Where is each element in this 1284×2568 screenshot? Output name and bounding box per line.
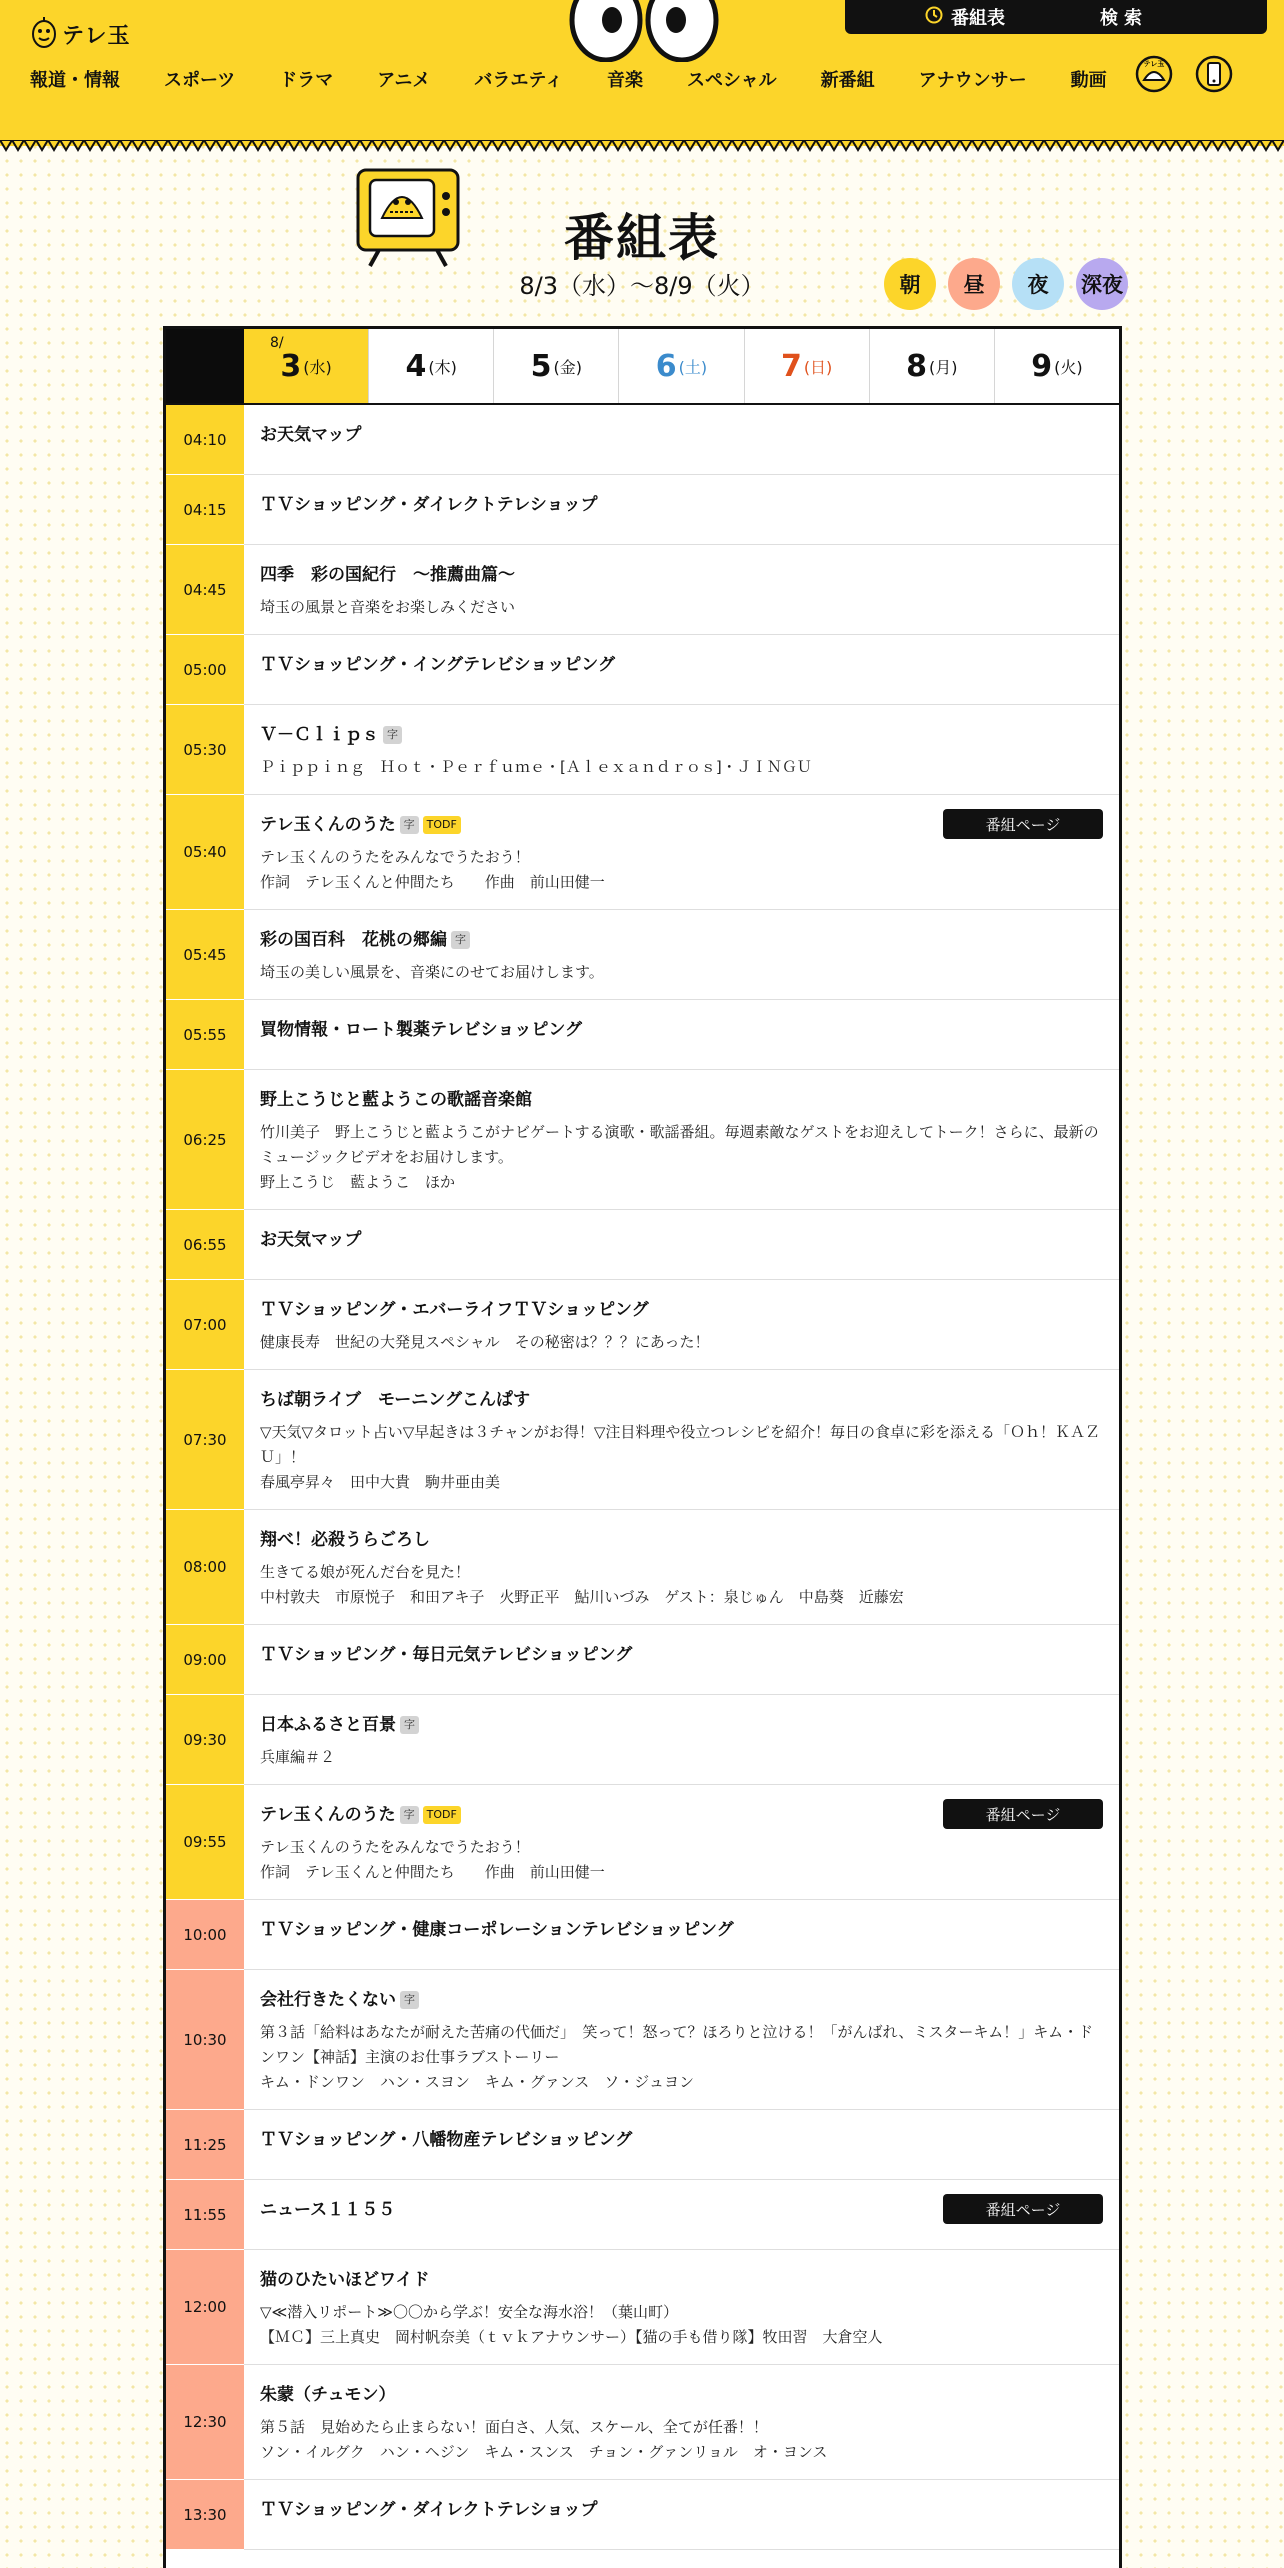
nav-music[interactable]: 音楽: [606, 70, 643, 91]
program-body: [244, 1280, 1119, 1369]
date-range: 8/3（水）〜8/9（火）: [519, 272, 765, 300]
program-description: [260, 595, 1103, 620]
program-time: 07:00: [166, 1280, 244, 1370]
program-body: [244, 1900, 1119, 1969]
program-title[interactable]: [260, 1643, 1103, 1667]
morning-button[interactable]: 朝: [884, 258, 936, 310]
program-row[interactable]: [166, 1510, 1119, 1625]
program-description-line: ソン・イルグク ハン・ヘジン キム・スンス チョン・グァンリョル オ・ヨンス: [260, 2443, 828, 2461]
program-description-line: 野上こうじ 藍ようこ ほか: [260, 1173, 456, 1191]
logo-text: テレ玉: [62, 23, 131, 49]
program-title[interactable]: [260, 2128, 1103, 2152]
program-description-line: 第３話「給料はあなたが耐えた苦痛の代価だ」 笑って！怒って？ほろりと泣ける！「がんばれ、ミスターキム！」キム・ドンワン【神話】主演のお仕事ラブストーリー: [260, 2023, 1094, 2066]
program-title[interactable]: [260, 1528, 1103, 1552]
program-title[interactable]: [260, 723, 1103, 747]
day-of-week: (水): [303, 357, 332, 377]
program-row[interactable]: [166, 405, 1119, 475]
program-title[interactable]: [260, 493, 1103, 517]
program-title-text: テレ玉くんのうた: [260, 815, 396, 835]
search-label: 検索: [1100, 8, 1148, 29]
program-title-text: Ｖ－Ｃｌｉｐｓ: [260, 725, 379, 745]
program-schedule: [163, 326, 1122, 2568]
program-title-text: 日本ふるさと百景: [260, 1715, 396, 1735]
program-title[interactable]: [260, 1298, 1103, 1322]
program-row[interactable]: [166, 1280, 1119, 1370]
program-description: [260, 755, 1103, 780]
night-button[interactable]: 夜: [1012, 258, 1064, 310]
subtitle-badge: 字: [451, 931, 470, 949]
schedule-label: 番組表: [951, 8, 1005, 29]
program-body: [244, 1070, 1119, 1209]
program-description-line: 中村敦夫 市原悦子 和田アキ子 火野正平 鮎川いづみ ゲスト：泉じゅん 中島葵 近藤宏: [260, 1588, 904, 1606]
program-title[interactable]: [260, 423, 1103, 447]
program-description-line: ▽≪潜入リポート≫〇〇から学ぶ！安全な海水浴！（葉山町）: [260, 2303, 678, 2321]
program-row[interactable]: [166, 2365, 1119, 2480]
program-time: 05:40: [166, 795, 244, 910]
program-time: 11:55: [166, 2180, 244, 2250]
todf-badge: TODF: [423, 1806, 461, 1824]
svg-text:テレ玉: テレ玉: [1143, 60, 1165, 68]
program-row[interactable]: [166, 2180, 1119, 2250]
program-title[interactable]: [260, 2383, 1103, 2407]
program-description: [260, 2415, 1103, 2465]
program-description-line: 作詞 テレ玉くんと仲間たち 作曲 前山田健一: [260, 1863, 605, 1881]
nav-special[interactable]: スペシャル: [686, 70, 777, 91]
program-description-line: テレ玉くんのうたをみんなでうたおう！: [260, 848, 530, 866]
program-body: [244, 2480, 1119, 2549]
program-title-text: 会社行きたくない: [260, 1990, 396, 2010]
nav-anime[interactable]: アニメ: [377, 70, 431, 91]
program-description-line: Ｐｉｐｐｉｎｇ Ｈｏｔ・Ｐｅｒｆｕｍｅ・[Ａｌｅｘａｎｄｒｏｓ]・ＪＩＮＧＵ: [260, 758, 812, 776]
program-title-text: ＴＶショッピング・毎日元気テレビショッピング: [260, 1645, 633, 1665]
program-title-text: 四季 彩の国紀行 ～推薦曲篇～: [260, 565, 515, 585]
program-row[interactable]: [166, 2480, 1119, 2550]
program-row[interactable]: [166, 2110, 1119, 2180]
day-header-corner: [166, 329, 244, 403]
program-title[interactable]: [260, 653, 1103, 677]
program-body: [244, 1695, 1119, 1784]
program-title-text: お天気マップ: [260, 1230, 362, 1250]
program-row[interactable]: [166, 1370, 1119, 1510]
subtitle-badge: 字: [383, 726, 402, 744]
schedule-button[interactable]: [925, 4, 1005, 30]
program-description: [260, 960, 1103, 985]
program-time: 06:25: [166, 1070, 244, 1210]
mascot-eyes-icon: [566, 0, 722, 66]
program-time: 11:25: [166, 2110, 244, 2180]
program-time: 05:55: [166, 1000, 244, 1070]
day-number: 5: [530, 348, 552, 384]
program-description: [260, 1120, 1103, 1195]
program-row[interactable]: [166, 910, 1119, 1000]
tamatama-icon[interactable]: [1134, 52, 1174, 100]
mobile-icon[interactable]: [1194, 52, 1234, 100]
program-body: [244, 795, 1119, 909]
program-body: [244, 2250, 1119, 2364]
program-time: 07:30: [166, 1370, 244, 1510]
program-body: [244, 2180, 1119, 2249]
program-title[interactable]: [260, 1228, 1103, 1252]
day-tabs: [166, 329, 1119, 405]
main-nav: [30, 66, 1151, 92]
program-row[interactable]: [166, 1070, 1119, 1210]
day-of-week: (木): [428, 357, 457, 377]
program-description: [260, 1420, 1103, 1495]
search-button[interactable]: [1100, 4, 1148, 30]
day-number: 6: [655, 348, 677, 384]
nav-announcer[interactable]: アナウンサー: [918, 70, 1027, 91]
subtitle-badge: 字: [400, 816, 419, 834]
clock-icon: [925, 6, 943, 29]
program-title-text: 買物情報・ロート製薬テレビショッピング: [260, 1020, 582, 1040]
program-description-line: 埼玉の美しい風景を、音楽にのせてお届けします。: [260, 963, 604, 981]
program-body: [244, 910, 1119, 999]
program-title-text: ＴＶショッピング・健康コーポレーションテレビショッピング: [260, 1920, 734, 1940]
program-body: [244, 635, 1119, 704]
program-time: 04:45: [166, 545, 244, 635]
program-title-text: ＴＶショッピング・イングテレビショッピング: [260, 655, 615, 675]
nav-video[interactable]: 動画: [1070, 70, 1107, 91]
program-time: 13:30: [166, 2480, 244, 2550]
day-tab-4[interactable]: [368, 329, 493, 403]
header-zigzag-edge: [0, 140, 1284, 154]
program-list: [166, 405, 1119, 2550]
program-description-line: 健康長寿 世紀の大発見スペシャル その秘密は？？？にあった！: [260, 1333, 710, 1351]
logo-mascot-icon: [30, 14, 58, 54]
program-title[interactable]: [260, 1918, 1103, 1942]
program-title-text: 朱蒙（チュモン）: [260, 2385, 396, 2405]
program-title-text: ＴＶショッピング・エバーライフＴＶショッピング: [260, 1300, 649, 1320]
program-body: [244, 2365, 1119, 2479]
program-title-text: ＴＶショッピング・ダイレクトテレショップ: [260, 495, 598, 515]
todf-badge: TODF: [423, 816, 461, 834]
day-of-week: (日): [803, 357, 833, 377]
program-description-line: テレ玉くんのうたをみんなでうたおう！: [260, 1838, 530, 1856]
program-description: [260, 1835, 1103, 1885]
program-description-line: 第５話 見始めたら止まらない！面白さ、人気、スケール、全てが任番！！: [260, 2418, 768, 2436]
program-description: [260, 2020, 1103, 2095]
program-title-text: ちば朝ライブ モーニングこんぱす: [260, 1390, 530, 1410]
program-row[interactable]: [166, 1695, 1119, 1785]
program-title[interactable]: [260, 1713, 1103, 1737]
daytime-button[interactable]: 昼: [948, 258, 1000, 310]
program-description-line: 春風亭昇々 田中大貴 駒井亜由美: [260, 1473, 501, 1491]
program-body: [244, 1970, 1119, 2109]
program-description-line: 【ＭＣ】三上真史 岡村帆奈美（ｔｖｋアナウンサー）【猫の手も借り隊】牧田習 大倉空人: [260, 2328, 883, 2346]
nav-sports[interactable]: スポーツ: [164, 70, 236, 91]
nav-drama[interactable]: ドラマ: [279, 70, 334, 91]
program-row[interactable]: [166, 475, 1119, 545]
program-body: [244, 545, 1119, 634]
program-time: 05:30: [166, 705, 244, 795]
program-time: 10:00: [166, 1900, 244, 1970]
program-row[interactable]: [166, 1970, 1119, 2110]
program-time: 08:00: [166, 1510, 244, 1625]
subtitle-badge: 字: [400, 1991, 419, 2009]
program-row[interactable]: [166, 1900, 1119, 1970]
program-title-text: 翔べ！必殺うらごろし: [260, 1530, 430, 1550]
program-title[interactable]: [260, 563, 1103, 587]
program-time: 06:55: [166, 1210, 244, 1280]
day-tab-9[interactable]: [994, 329, 1119, 403]
subtitle-badge: 字: [400, 1806, 419, 1824]
program-title[interactable]: [260, 2268, 1103, 2292]
program-time: 05:00: [166, 635, 244, 705]
program-time: 04:10: [166, 405, 244, 475]
program-page-button[interactable]: 番組ページ: [943, 1799, 1103, 1829]
program-title[interactable]: [260, 1018, 1103, 1042]
program-title-text: ＴＶショッピング・八幡物産テレビショッピング: [260, 2130, 633, 2150]
program-title[interactable]: [260, 2498, 1103, 2522]
program-title[interactable]: [260, 1988, 1103, 2012]
program-description: [260, 1745, 1103, 1770]
subtitle-badge: 字: [400, 1716, 419, 1734]
day-number: 3: [280, 348, 302, 384]
program-time: 05:45: [166, 910, 244, 1000]
day-tab-7[interactable]: [744, 329, 869, 403]
program-description: [260, 1560, 1103, 1610]
program-time: 04:15: [166, 475, 244, 545]
program-row[interactable]: [166, 1000, 1119, 1070]
program-time: 09:30: [166, 1695, 244, 1785]
program-title-text: ＴＶショッピング・ダイレクトテレショップ: [260, 2500, 598, 2520]
site-header: [0, 0, 1284, 146]
program-title-text: 猫のひたいほどワイド: [260, 2270, 430, 2290]
program-description-line: 生きてる娘が死んだ台を見た！: [260, 1563, 471, 1581]
program-page-button[interactable]: 番組ページ: [943, 809, 1103, 839]
program-description-line: 竹川美子 野上こうじと藍ようこがナビゲートする演歌・歌謡番組。毎週素敵なゲストをお迎えしてトーク！さらに、最新のミュージックビデオをお届けします。: [260, 1123, 1099, 1166]
program-title-text: お天気マップ: [260, 425, 362, 445]
day-tab-6[interactable]: [618, 329, 743, 403]
program-time: 12:30: [166, 2365, 244, 2480]
day-tab-8[interactable]: [869, 329, 994, 403]
day-of-week: (火): [1054, 357, 1083, 377]
program-row[interactable]: [166, 1210, 1119, 1280]
program-body: [244, 1785, 1119, 1899]
day-of-week: (金): [553, 357, 583, 377]
program-body: [244, 475, 1119, 544]
program-title-text: ニュース１１５５: [260, 2200, 396, 2220]
nav-icon-links: [1134, 52, 1234, 100]
program-body: [244, 1210, 1119, 1279]
page-title: 番組表: [564, 209, 720, 267]
program-body: [244, 1510, 1119, 1624]
day-month: 8/: [270, 335, 284, 351]
program-title-text: テレ玉くんのうた: [260, 1805, 396, 1825]
program-title[interactable]: [260, 928, 1103, 952]
late-night-button[interactable]: 深夜: [1076, 258, 1128, 310]
program-row[interactable]: [166, 1625, 1119, 1695]
program-row[interactable]: [166, 795, 1119, 910]
nav-variety[interactable]: バラエティ: [474, 70, 563, 91]
program-body: [244, 1000, 1119, 1069]
program-row[interactable]: [166, 705, 1119, 795]
time-of-day-selector: [884, 258, 1128, 310]
program-time: 09:00: [166, 1625, 244, 1695]
day-tab-5[interactable]: [493, 329, 618, 403]
day-tab-3[interactable]: [244, 329, 368, 403]
day-number: 8: [906, 348, 927, 384]
program-description: [260, 2300, 1103, 2350]
program-time: 10:30: [166, 1970, 244, 2110]
program-body: [244, 405, 1119, 474]
day-number: 7: [780, 348, 802, 384]
day-of-week: (月): [928, 357, 958, 377]
program-description-line: 兵庫編＃２: [260, 1748, 336, 1766]
program-title-text: 彩の国百科 花桃の郷編: [260, 930, 447, 950]
program-title-text: 野上こうじと藍ようこの歌謡音楽館: [260, 1090, 532, 1110]
day-of-week: (土): [678, 357, 708, 377]
day-number: 9: [1031, 348, 1053, 384]
program-description: [260, 845, 1103, 895]
program-time: 12:00: [166, 2250, 244, 2365]
program-description-line: ▽天気▽タロット占い▽早起きは３チャンがお得！▽注目料理や役立つレシピを紹介！毎日の食卓に彩を添える「Ｏｈ！ＫＡＺＵ」！: [260, 1423, 1101, 1466]
program-row[interactable]: [166, 635, 1119, 705]
program-title[interactable]: [260, 1088, 1103, 1112]
program-description-line: 埼玉の風景と音楽をお楽しみください: [260, 598, 516, 616]
program-description-line: 作詞 テレ玉くんと仲間たち 作曲 前山田健一: [260, 873, 605, 891]
program-row[interactable]: [166, 1785, 1119, 1900]
header-toolbar: [845, 0, 1267, 34]
nav-news[interactable]: 報道・情報: [30, 70, 120, 91]
program-row[interactable]: [166, 2250, 1119, 2365]
program-body: [244, 2110, 1119, 2179]
program-title[interactable]: [260, 1388, 1103, 1412]
program-time: 09:55: [166, 1785, 244, 1900]
program-description: [260, 1330, 1103, 1355]
day-number: 4: [405, 348, 427, 384]
program-body: [244, 705, 1119, 794]
nav-new-programs[interactable]: 新番組: [820, 70, 875, 91]
program-page-button[interactable]: 番組ページ: [943, 2194, 1103, 2224]
program-description-line: キム・ドンワン ハン・スヨン キム・グァンス ソ・ジュヨン: [260, 2073, 694, 2091]
program-body: [244, 1625, 1119, 1694]
program-body: [244, 1370, 1119, 1509]
program-row[interactable]: [166, 545, 1119, 635]
site-logo[interactable]: [30, 14, 131, 54]
